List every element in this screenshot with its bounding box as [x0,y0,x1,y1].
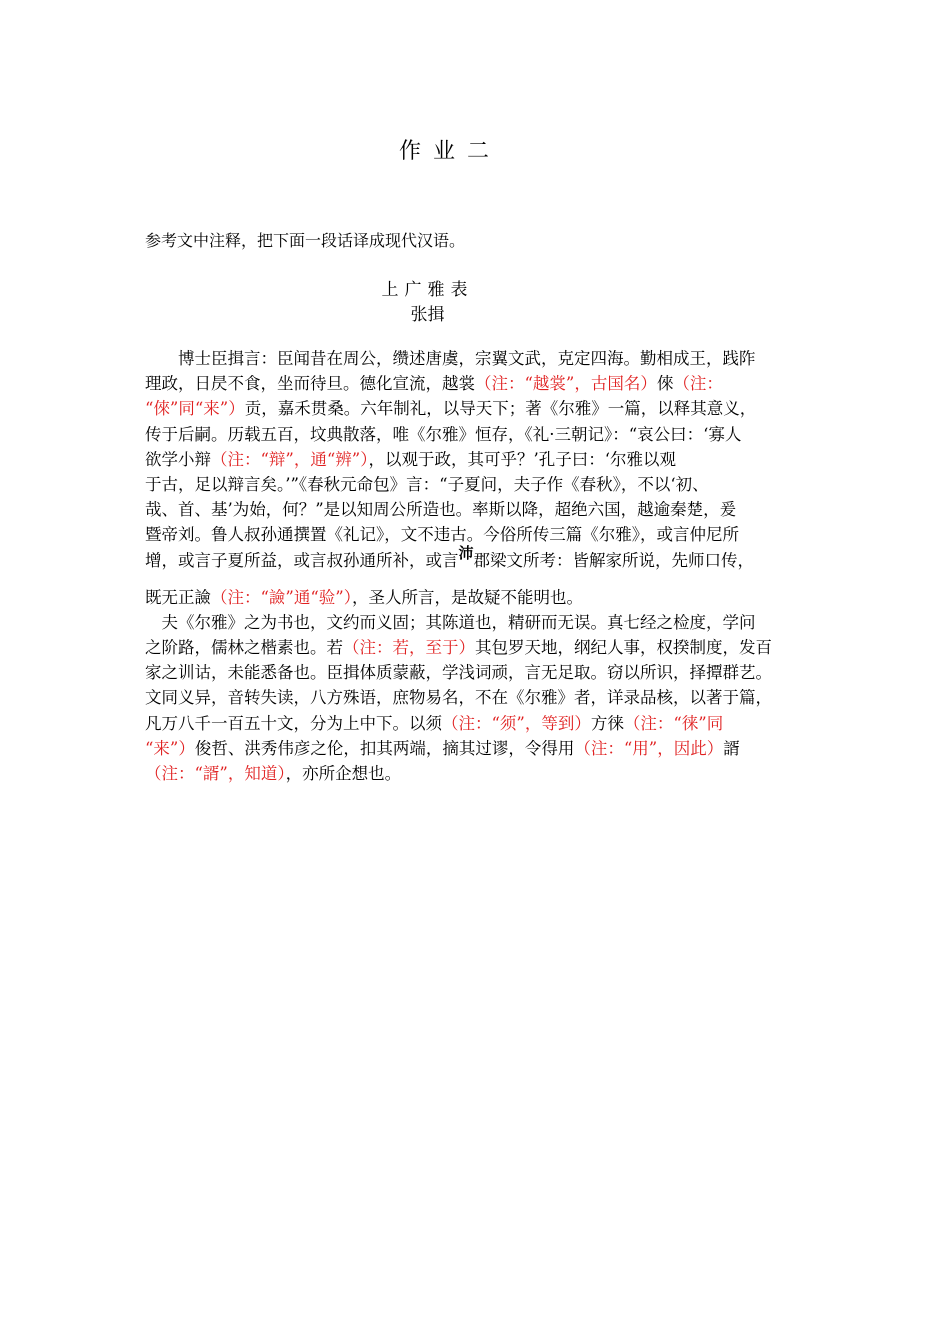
text-segment: 理政，日昃不食，坐而待旦。德化宣流，越裳 [145,374,475,394]
text-line [145,447,815,472]
text-line [145,585,815,610]
text-segment: 暨帝刘。鲁人叔孙通撰置《礼记》，文不违古。今俗所传三篇《尔雅》，或言仲尼所 [145,525,739,545]
text-segment: 之阶路，儒林之楷素也。若 [145,638,343,658]
text-segment: 方徕 [590,713,624,733]
text-segment: 哉、首、基’为始，何？”是以知周公所造也。率斯以降，超绝六国，越逾秦楚，爰 [145,500,737,520]
text-segment: 家之训诂，未能悉备也。臣揖体质蒙蔽，学浅词顽，言无足取。窃以所识，择撢群艺。 [145,663,772,683]
text-segment: 夫《尔雅》之为书也，文约而义固；其陈道也，精研而无误。真七经之检度，学问 [145,612,756,632]
text-segment: 传于后嗣。历载五百，坟典散落，唯《尔雅》恒存，《礼·三朝记》：“哀公曰：‘寡人 [145,424,742,444]
essay-title: 上广雅表 [381,280,474,300]
text-segment: ，圣人所言，是故疑不能明也。 [352,587,583,607]
text-line [145,472,815,497]
text-line [145,610,815,635]
text-segment: 贡，嘉禾贯桑。六年制礼，以导天下；著《尔雅》一篇，以释其意义， [244,399,757,419]
text-line [145,497,815,522]
text-line [145,685,815,710]
text-segment: 文同义异，音转失读，八方殊语，庶物易名，不在《尔雅》者，详录品核，以著于篇， [145,688,772,708]
essay-body [145,346,815,786]
text-segment: 倈 [656,374,674,394]
text-segment: 博士臣揖言：臣闻昔在周公，缵述唐虞，宗翼文武，克定四海。勤相成王，践阼 [145,349,756,368]
text-line [145,761,815,786]
text-line [145,346,815,371]
text-line [145,422,815,447]
annotation-note: （注：“越裳”，古国名） [475,374,657,394]
annotation-note: “来”） [145,738,195,758]
text-segment: ，以观于政，其可乎？’孔子曰：‘尔雅以观 [368,449,676,469]
annotation-note: （注：“諝”，知道） [145,764,286,783]
annotation-note: （注：“须”，等到） [442,713,591,733]
text-line [145,522,815,547]
annotation-note: （注：“譣”通“验”） [211,587,352,607]
text-segment: 凡万八千一百五十文，分为上中下。以须 [145,713,442,733]
text-segment: 增，或言子夏所益，或言叔孙通所补，或言 [145,550,459,570]
instruction-text: 参考文中注释，把下面一段话译成现代汉语。 [145,231,466,250]
annotation-note: “倈”同“来”） [145,399,245,419]
annotation-note: （注： [673,374,723,394]
text-segment: 于古，足以辩言矣。’”《春秋元命包》言：“子夏问，夫子作《春秋》，不以‘初、 [145,474,709,494]
text-line [145,396,815,421]
text-segment: 欲学小辩 [145,449,211,469]
text-segment: 俊哲、洪秀伟彦之伦，扣其两端，摘其过谬，令得用 [194,738,575,758]
annotation-note: （注：“辩”，通“辨”） [211,449,369,469]
text-segment: 既无正譣 [145,587,211,607]
text-line [145,371,815,396]
text-line [145,711,815,736]
text-segment: ，亦所企想也。 [285,764,402,783]
text-line [145,543,815,573]
annotation-note: （注：若，至于） [343,638,475,658]
text-segment: 諝 [723,738,740,758]
text-line [145,736,815,761]
rare-character: 沛 [458,543,474,562]
text-segment: 郡梁文所考：皆解家所说，先师口传， [473,550,755,570]
page-title: 作业二 [398,139,501,164]
text-line [145,635,815,660]
essay-author: 张揖 [410,305,445,325]
text-line [145,660,815,685]
annotation-note: （注：“徕”同 [623,713,724,733]
annotation-note: （注：“用”，因此） [574,738,724,758]
text-segment: 其包罗天地，纲纪人事，权揆制度，发百 [475,638,772,658]
